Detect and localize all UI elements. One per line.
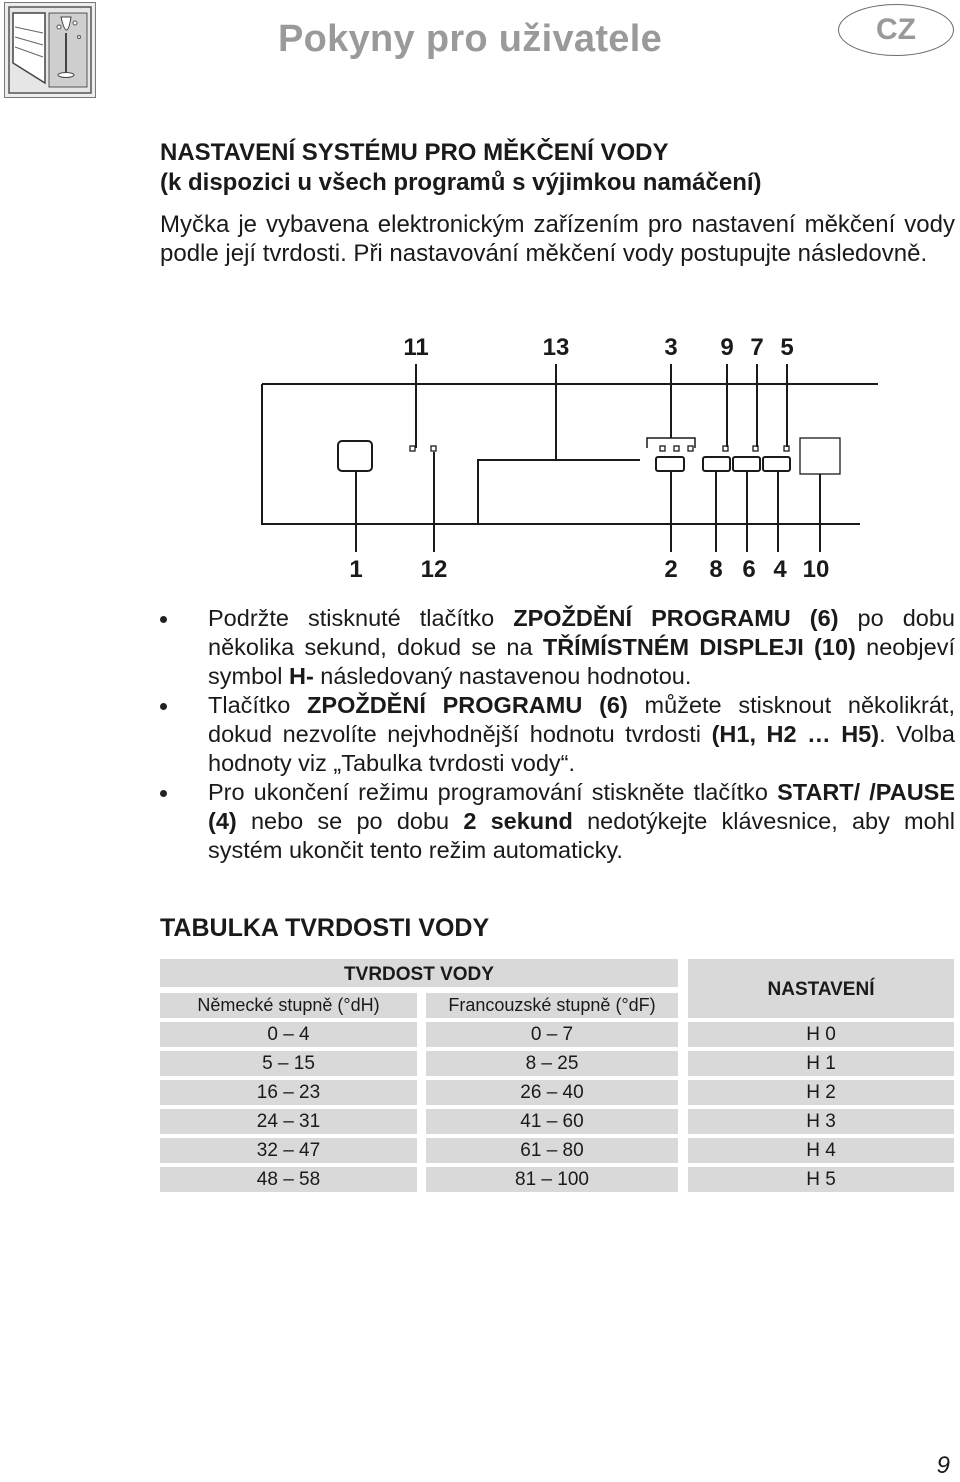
bullet-text: . Volba hodnoty viz „Tabulka tvrdosti vody“. <box>208 721 955 776</box>
table-col-header-french: Francouzské stupně (°dF) <box>426 993 678 1018</box>
page-number: 9 <box>936 1452 950 1479</box>
callout-label-6: 6 <box>742 556 756 583</box>
bullet-text: po dobu několika sekund, dokud se na <box>208 605 955 660</box>
page-header-title: Pokyny pro uživatele <box>278 18 663 60</box>
table-cell: H 1 <box>688 1051 954 1076</box>
table-cell: 5 – 15 <box>160 1051 417 1076</box>
table-col-header-german: Německé stupně (°dH) <box>160 993 417 1018</box>
table-cell: 0 – 4 <box>160 1022 417 1047</box>
list-item <box>160 604 955 691</box>
bullet-bold-text: TŘÍMÍSTNÉM DISPLEJI (10) <box>542 634 856 660</box>
callout-label-9: 9 <box>720 334 734 361</box>
callout-label-13: 13 <box>542 334 570 361</box>
callout-label-3: 3 <box>664 334 678 361</box>
list-item <box>160 778 955 865</box>
bullet-bold-text: ZPOŽDĚNÍ PROGRAMU (6) <box>513 605 839 631</box>
table-group-header: TVRDOST VODY <box>160 959 678 987</box>
bullet-icon <box>160 616 167 623</box>
dishwasher-logo-icon <box>4 2 96 98</box>
bullet-bold-text: ZPOŽDĚNÍ PROGRAMU (6) <box>307 692 628 718</box>
callout-label-2: 2 <box>664 556 678 583</box>
table-cell: H 2 <box>688 1080 954 1105</box>
bullet-text: můžete stisknout několikrát, dokud nezvolíte nejvhodnější hodnotu tvrdosti <box>208 692 955 747</box>
bullet-bold-text: START/ /PAUSE (4) <box>208 779 956 834</box>
callout-label-12: 12 <box>420 556 448 583</box>
bullet-icon <box>160 703 167 710</box>
callout-label-7: 7 <box>750 334 764 361</box>
instruction-list <box>160 604 955 865</box>
bullet-text: nebo se po dobu <box>236 808 464 834</box>
intro-paragraph: Myčka je vybavena elektronickým zařízením pro nastavení měkčení vody podle její tvrdosti. Při nastavování měkčení vody postupujte následovně. <box>160 211 955 267</box>
section-title: NASTAVENÍ SYSTÉMU PRO MĚKČENÍ VODY <box>160 139 669 166</box>
callout-label-1: 1 <box>349 556 363 583</box>
bullet-bold-text: (H1, H2 … H5) <box>711 721 880 747</box>
bullet-text: Podržte stisknuté tlačítko <box>208 605 514 631</box>
section-subtitle: (k dispozici u všech programů s výjimkou namáčení) <box>160 169 762 196</box>
table-cell: 48 – 58 <box>160 1167 417 1192</box>
bullet-icon <box>160 790 167 797</box>
table-cell: 26 – 40 <box>426 1080 678 1105</box>
table-cell: 61 – 80 <box>426 1138 678 1163</box>
bullet-text: nedotýkejte klávesnice, aby mohl systém ukončit tento režim automaticky. <box>208 808 955 863</box>
table-cell: H 0 <box>688 1022 954 1047</box>
bullet-text: neobjeví symbol <box>208 634 955 689</box>
table-cell: 8 – 25 <box>426 1051 678 1076</box>
callout-label-11: 11 <box>403 334 429 361</box>
language-badge: CZ <box>838 4 954 56</box>
list-item <box>160 691 955 778</box>
bullet-text: Pro ukončení režimu programování stiskněte tlačítko <box>208 779 778 805</box>
table-cell: 24 – 31 <box>160 1109 417 1134</box>
table-cell: 81 – 100 <box>426 1167 678 1192</box>
table-cell: 16 – 23 <box>160 1080 417 1105</box>
control-panel-diagram <box>0 320 960 590</box>
callout-label-5: 5 <box>780 334 794 361</box>
table-cell: H 3 <box>688 1109 954 1134</box>
table-cell: H 5 <box>688 1167 954 1192</box>
table-col-header-setting: NASTAVENÍ <box>688 959 954 1018</box>
table-cell: 41 – 60 <box>426 1109 678 1134</box>
table-cell: H 4 <box>688 1138 954 1163</box>
table-cell: 0 – 7 <box>426 1022 678 1047</box>
table-cell: 32 – 47 <box>160 1138 417 1163</box>
callout-label-4: 4 <box>773 556 787 583</box>
bullet-bold-text: H- <box>288 663 314 689</box>
callout-label-10: 10 <box>802 556 830 583</box>
table-title: TABULKA TVRDOSTI VODY <box>160 914 490 942</box>
callout-label-8: 8 <box>709 556 723 583</box>
bullet-text: následovaný nastavenou hodnotou. <box>313 663 692 689</box>
bullet-bold-text: 2 sekund <box>463 808 573 834</box>
bullet-text: Tlačítko <box>208 692 308 718</box>
